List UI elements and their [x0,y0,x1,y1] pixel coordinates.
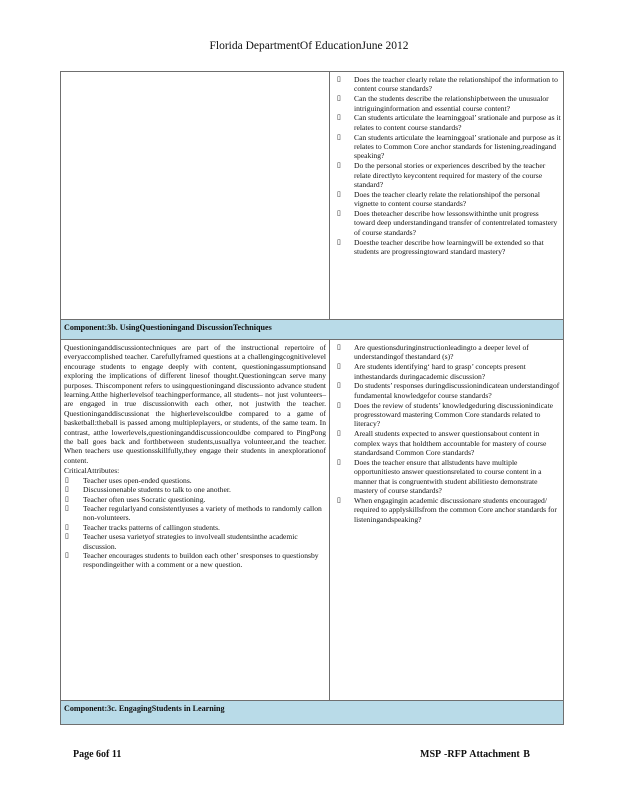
bullet-icon: ▯ [65,532,69,541]
question-item [332,113,561,132]
attribute-item [64,523,326,532]
attribute-item [64,485,326,494]
bullet-icon: ▯ [65,485,69,494]
bullet-icon: ▯ [65,550,69,559]
attribute-item [64,551,326,570]
bullet-icon: ▯ [337,343,341,351]
question-list [330,340,563,526]
attribute-item [64,532,326,551]
question-item [332,209,561,237]
list-item-text: Doesthe teacher describe how learningwill be extended so that students are progressingtoward standard mastery? [354,237,544,257]
table-row [61,72,564,320]
list-item-text: Discussionenable students to talk to one another. [83,485,231,495]
list-item-text: Teacher usesa varietyof strategies to involveall studentsinthe academic discussion. [83,532,298,551]
bullet-icon: ▯ [337,400,341,409]
bullet-icon: ▯ [65,475,69,484]
list-item-text: Are students identifying‘ hard to grasp’ concepts present inthestandards duringacademic discussion? [354,362,526,381]
list-item-text: Areall students expected to answer questionsabout content in complex ways that holdthem accountable for mastery of course standardsand Common Core standards? [354,429,547,458]
list-item-text: Does the teacher clearly relate the relationshipof the personal vignette to content course standards? [354,189,540,209]
list-item-text: Teacher uses open-ended questions. [83,475,192,485]
list-item-text: Teacher often uses Socratic questioning. [83,494,206,504]
list-item-text: Can students articulate the learninggoal’ srationale and purpose as it relates to content course standards? [354,113,561,132]
question-item [332,381,561,400]
bullet-icon: ▯ [337,94,341,103]
question-item [332,190,561,209]
component-3b-label: Component:3b. UsingQuestioningand DiscussionTechniques [64,323,272,332]
list-item-text: Can students articulate the learninggoal’ srationale and purpose as it relates to Common Core anchor standards for listening,readingand speaking? [354,132,561,161]
question-item [332,401,561,429]
component-row [61,701,564,725]
attachment-label: MSP -RFP Attachment B [420,749,530,760]
list-item-text: Teacher regularlyand consistentlyuses a variety of methods to randomly callon non-volunteers. [83,503,322,523]
question-item [332,94,561,113]
question-item [332,496,561,524]
list-item-text: Do students’ responses duringdiscussionindicatean understandingof fundamental knowledgefor course standards? [354,381,560,400]
bullet-icon: ▯ [337,362,341,371]
list-item-text: Teacher encourages students to buildon each other’ sresponses to questionsby respondingeither with a comment or a new question. [83,550,319,570]
bullet-icon: ▯ [337,457,341,466]
attribute-item [64,504,326,523]
list-item-text: When engagingin academic discussionare students encouraged/ required to applyskillsfrom the common Core anchor standards for listeningandspeaking? [354,495,557,524]
component-3c-label: Component:3c. EngagingStudents in Learning [64,704,225,713]
bullet-icon: ▯ [337,132,341,141]
list-item-text: Does the teacher clearly relate the relationshipof the information to content course standards? [354,75,558,94]
list-item-text: Does theteacher describe how lessonswithinthe unit progress toward deep understandingand transfer of contentrelated tomastery of course standards? [354,209,558,237]
table-row [61,340,564,701]
list-item-text: Do the personal stories or experiences described by the teacher relate directlyto keycontent required for mastery of the course standard? [354,161,546,190]
question-item [332,75,561,94]
critical-attributes-title: CriticalAttributes: [64,466,120,476]
empty-cell [61,72,330,320]
list-item-text: Can the students describe the relationshipbetween the unusualor intriguinginformation and essential course content? [354,94,549,113]
question-item [332,458,561,496]
bullet-icon: ▯ [337,161,341,170]
bullet-icon: ▯ [337,209,341,218]
bullet-icon: ▯ [337,113,341,122]
critical-attributes-list [61,476,329,572]
page-header: Florida DepartmentOf EducationJune 2012 [209,40,409,52]
component-row [61,320,564,340]
bullet-icon: ▯ [337,381,341,390]
bullet-icon: ▯ [65,494,69,503]
component-cell [61,701,564,725]
question-item [332,161,561,189]
bullet-icon: ▯ [337,237,341,246]
list-item-text: Does the teacher ensure that allstudents have multiple opportunitiesto answer questionsrelated to course content in a manner that is congruentwith student abilitiesto demonstrate mastery of course standards? [354,457,542,496]
bullet-icon: ▯ [337,429,341,438]
bullet-icon: ▯ [65,503,69,512]
attribute-item [64,476,326,485]
question-item [332,429,561,457]
bullet-icon: ▯ [337,495,341,504]
bullet-icon: ▯ [337,189,341,198]
question-item [332,238,561,257]
list-item-text: Does the review of students’ knowledgeduring discussionindicate progresstoward mastering Common Core standards related to literacy? [354,400,553,429]
attribute-item [64,495,326,504]
questions-cell [330,72,564,320]
question-list [330,72,563,259]
question-item [332,133,561,161]
component-cell [61,320,564,340]
rubric-table [60,71,564,725]
list-item-text: Are questionsduringinstructionleadingto a deeper level of understandingof thestandard (s)? [354,343,529,362]
bullet-icon: ▯ [337,75,341,83]
list-item-text: Teacher tracks patterns of callingon students. [83,522,220,532]
page-number: Page 6of 11 [73,749,122,760]
question-item [332,362,561,381]
question-item [332,343,561,362]
bullet-icon: ▯ [65,522,69,531]
questions-cell [330,340,564,701]
component-description: Questioninganddiscussiontechniques are part of the instructional repertoire of everyaccomplished teacher. Carefullyframed questions at a challengingcognitivelevel encourage students to engage deeply with content, questioningassumptionsand exploring the implications of different linesof thought.Questioningcan serve many purposes. Thiscomponent refers to usingquestioningand discussionto advance student learning.Atthe higherlevelsof teachingperformance, all students– not just volunteers–are engaged in true discussionwith each other, not justwith the teacher. Questioninganddiscussionat the higherlevelscouldbe compared to a game of basketball:theball is passed among multipleplayers, or students, of the same team. In contrast, atthe lowerlevels,questioninganddiscussioncouldbe compared to PingPong the ball goes back and forthbetween students,usuallya volunteer,and the teacher. When teachers use questionsskillfully,they engage their students in anexplorationof content. [64,343,326,465]
description-cell [61,340,330,701]
